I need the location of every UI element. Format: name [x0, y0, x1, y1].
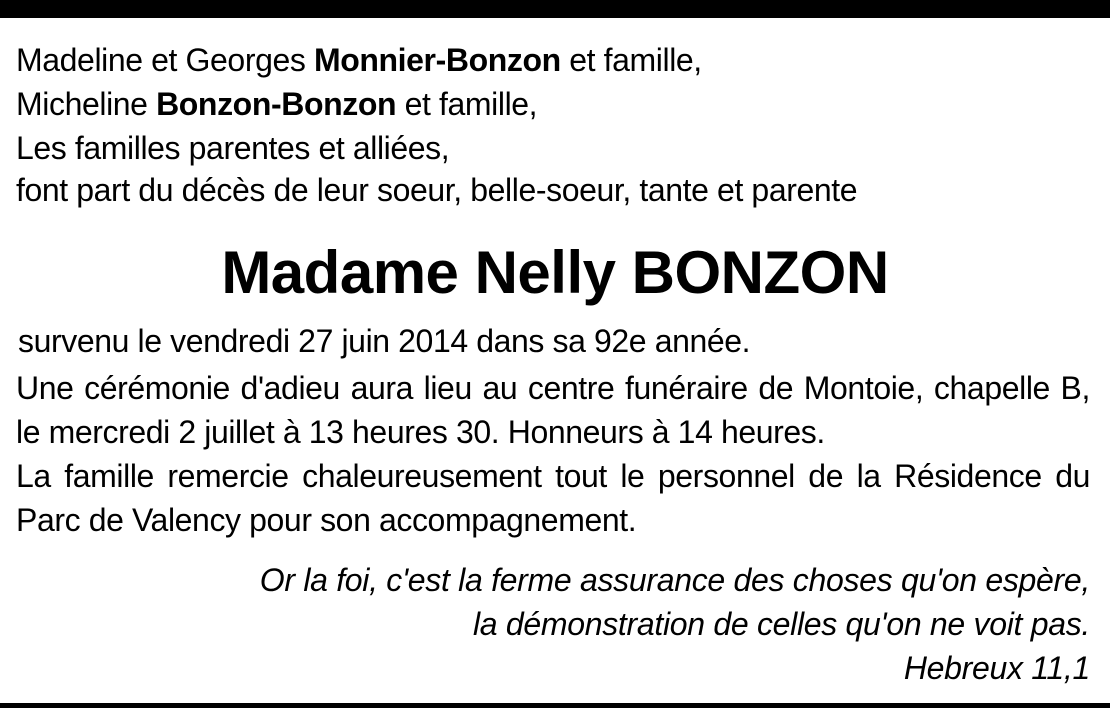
- family-line-4-text: font part du décès de leur soeur, belle-soeur, tante et parente: [16, 172, 858, 208]
- family-line-1-suffix: et famille,: [560, 42, 702, 78]
- family-line-1-prefix: Madeline et Georges: [16, 42, 314, 78]
- announcement-body: [16, 366, 1090, 542]
- family-line-1-surname: Monnier-Bonzon: [313, 42, 561, 78]
- family-line-2-surname: Bonzon-Bonzon: [156, 86, 397, 122]
- top-border-rule: [0, 0, 1110, 18]
- deceased-name-heading: Madame Nelly BONZON: [221, 239, 889, 306]
- family-line-2-prefix: Micheline: [16, 86, 157, 122]
- family-line-1: [16, 40, 702, 80]
- bottom-border-rule: [0, 703, 1110, 708]
- family-line-2: [16, 84, 537, 124]
- family-line-2-suffix: et famille,: [396, 86, 538, 122]
- family-line-3-text: Les familles parentes et alliées,: [16, 130, 450, 166]
- quote-line-1: Or la foi, c'est la ferme assurance des choses qu'on espère,: [259, 562, 1090, 598]
- quote-line-2: la démonstration de celles qu'on ne voit pas.: [472, 606, 1090, 642]
- quote-reference: Hebreux 11,1: [903, 650, 1090, 686]
- death-date-line: survenu le vendredi 27 juin 2014 dans sa 92e année.: [18, 323, 751, 359]
- family-line-3: [16, 128, 449, 168]
- ceremony-paragraph: Une cérémonie d'adieu aura lieu au centre funéraire de Montoie, chapelle B, le mercredi 2 juillet à 13 heures 30. Honneurs à 14 heures.: [16, 370, 1090, 450]
- thanks-paragraph: La famille remercie chaleureusement tout le personnel de la Résidence du Parc de Valency pour son accompagnement.: [16, 458, 1090, 538]
- scripture-quote: [260, 558, 1090, 690]
- family-line-4: [16, 170, 857, 210]
